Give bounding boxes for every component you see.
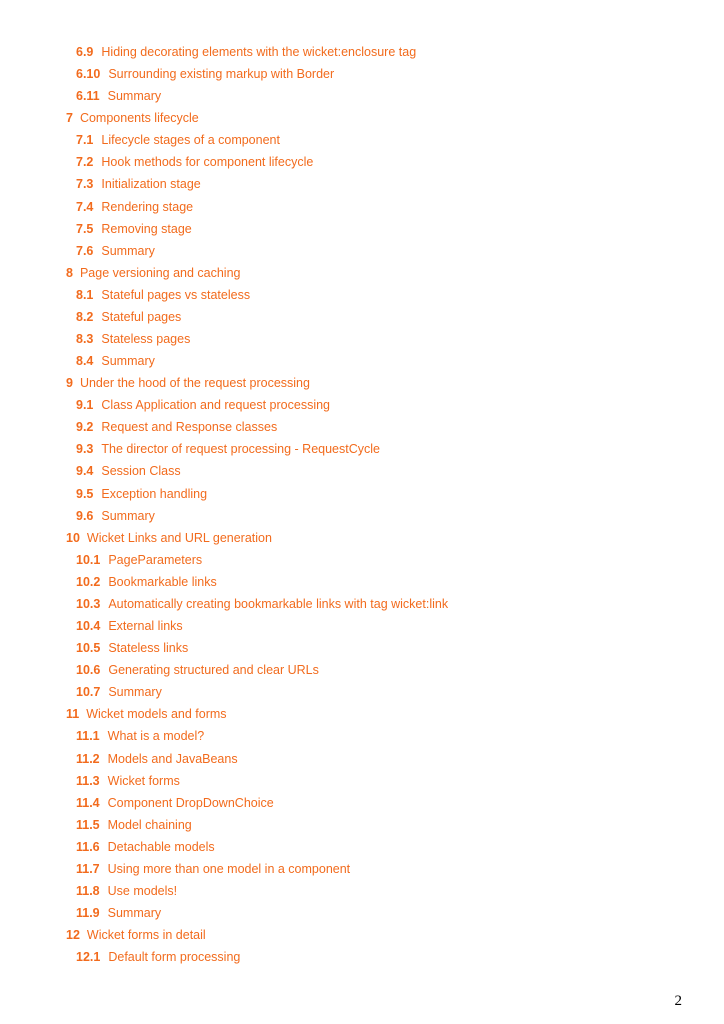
toc-entry-number: 7.1 — [76, 133, 94, 148]
toc-section-link[interactable] — [0, 505, 724, 527]
toc-section-link[interactable] — [0, 173, 724, 195]
toc-entry-title: Exception handling — [101, 486, 208, 501]
toc-entry-number: 7.4 — [76, 199, 94, 214]
toc-chapter-link[interactable] — [0, 262, 724, 284]
toc-chapter-link[interactable] — [0, 372, 724, 394]
toc-entry-title: Model chaining — [107, 817, 192, 832]
toc-entry-title: The director of request processing - RequestCycle — [101, 442, 380, 457]
toc-entry-number: 8.3 — [76, 332, 94, 347]
toc-section-link[interactable] — [0, 85, 724, 107]
toc-entry-number: 11.3 — [76, 773, 100, 788]
toc-section-link[interactable] — [0, 549, 724, 571]
toc-entry-number: 6.11 — [76, 89, 100, 104]
toc-entry-title: Detachable models — [107, 839, 215, 854]
toc-section-link[interactable] — [0, 770, 724, 792]
toc-entry-number: 6.10 — [76, 67, 101, 82]
toc-entry-number: 12 — [66, 928, 80, 943]
toc-section-link[interactable] — [0, 880, 724, 902]
toc-section-link[interactable] — [0, 748, 724, 770]
toc-section-link[interactable] — [0, 63, 724, 85]
toc-entry-number: 9 — [66, 376, 73, 391]
toc-entry-title: Session Class — [101, 464, 181, 479]
toc-section-link[interactable] — [0, 218, 724, 240]
toc-entry-number: 11.6 — [76, 839, 100, 854]
toc-section-link[interactable] — [0, 792, 724, 814]
toc-section-link[interactable] — [0, 836, 724, 858]
toc-entry-number: 7.2 — [76, 155, 94, 170]
toc-entry-title: Stateless pages — [101, 332, 191, 347]
toc-entry-number: 11 — [66, 707, 80, 722]
toc-entry-title: Wicket Links and URL generation — [86, 530, 272, 545]
toc-section-link[interactable] — [0, 394, 724, 416]
toc-entry-title: Using more than one model in a component — [107, 861, 351, 876]
toc-entry-title: Default form processing — [108, 950, 241, 965]
toc-entry-number: 9.3 — [76, 442, 94, 457]
toc-entry-title: Hiding decorating elements with the wicket:enclosure tag — [101, 45, 417, 59]
toc-entry-title: Summary — [101, 508, 155, 523]
toc-entry-number: 9.6 — [76, 508, 94, 523]
toc-entry-title: PageParameters — [108, 552, 203, 567]
toc-entry-title: Use models! — [107, 883, 178, 898]
toc-entry-number: 8 — [66, 265, 73, 280]
toc-entry-number: 8.4 — [76, 354, 94, 369]
toc-entry-number: 7.6 — [76, 243, 94, 258]
toc-entry-title: Removing stage — [101, 221, 192, 236]
toc-entry-number: 10.6 — [76, 663, 101, 678]
toc-section-link[interactable] — [0, 350, 724, 372]
toc-chapter-link[interactable] — [0, 527, 724, 549]
toc-entry-number: 11.8 — [76, 883, 100, 898]
toc-entry-title: Under the hood of the request processing — [79, 376, 310, 391]
toc-entry-title: Bookmarkable links — [108, 574, 217, 589]
toc-entry-number: 11.9 — [76, 906, 100, 921]
toc-entry-number: 7.3 — [76, 177, 94, 192]
toc-entry-title: Class Application and request processing — [101, 398, 330, 413]
toc-section-link[interactable] — [0, 593, 724, 615]
toc-entry-title: Stateful pages — [101, 309, 182, 324]
toc-entry-number: 11.4 — [76, 795, 100, 810]
toc-section-link[interactable] — [0, 41, 724, 63]
toc-section-link[interactable] — [0, 659, 724, 681]
toc-entry-title: Wicket forms — [107, 773, 180, 788]
toc-entry-number: 11.2 — [76, 751, 100, 766]
toc-section-link[interactable] — [0, 460, 724, 482]
toc-entry-number: 9.1 — [76, 398, 94, 413]
toc-entry-number: 9.5 — [76, 486, 94, 501]
toc-entry-title: Page versioning and caching — [79, 265, 241, 280]
toc-section-link[interactable] — [0, 306, 724, 328]
toc-entry-title: Summary — [107, 906, 162, 921]
toc-section-link[interactable] — [0, 946, 724, 968]
toc-entry-number: 11.7 — [76, 861, 100, 876]
toc-chapter-link[interactable] — [0, 703, 724, 725]
toc-entry-title: Rendering stage — [101, 199, 194, 214]
toc-entry-title: Automatically creating bookmarkable links with tag wicket:link — [108, 596, 449, 611]
toc-entry-title: Surrounding existing markup with Border — [108, 67, 335, 82]
toc-chapter-link[interactable] — [0, 924, 724, 946]
toc-entry-title: Component DropDownChoice — [107, 795, 274, 810]
toc-entry-number: 10.7 — [76, 685, 101, 700]
toc-entry-title: Generating structured and clear URLs — [108, 663, 319, 678]
toc-entry-number: 7.5 — [76, 221, 94, 236]
toc-entry-number: 10.4 — [76, 619, 101, 634]
toc-entry-title: Models and JavaBeans — [107, 751, 238, 766]
toc-entry-number: 8.2 — [76, 309, 94, 324]
toc-entry-title: Summary — [101, 243, 155, 258]
toc-entry-title: Lifecycle stages of a component — [101, 133, 280, 148]
toc-section-link[interactable] — [0, 438, 724, 460]
toc-entry-title: External links — [108, 619, 183, 634]
toc-entry-number: 12.1 — [76, 950, 101, 965]
toc-entry-title: Summary — [107, 89, 162, 104]
toc-entry-number: 10.5 — [76, 641, 101, 656]
toc-section-link[interactable] — [0, 725, 724, 747]
toc-section-link[interactable] — [0, 814, 724, 836]
toc-section-link[interactable] — [0, 615, 724, 637]
toc-entry-number: 10.1 — [76, 552, 101, 567]
toc-entry-number: 7 — [66, 111, 73, 126]
toc-entry-number: 10.3 — [76, 596, 101, 611]
toc-entry-title: Initialization stage — [101, 177, 201, 192]
table-of-contents — [0, 41, 724, 968]
toc-entry-title: Stateful pages vs stateless — [101, 287, 251, 302]
toc-section-link[interactable] — [0, 483, 724, 505]
toc-entry-number: 8.1 — [76, 287, 94, 302]
toc-section-link[interactable] — [0, 151, 724, 173]
toc-entry-number: 9.4 — [76, 464, 94, 479]
toc-section-link[interactable] — [0, 637, 724, 659]
toc-entry-number: 11.5 — [76, 817, 100, 832]
toc-entry-title: Summary — [108, 685, 162, 700]
toc-section-link[interactable] — [0, 571, 724, 593]
toc-section-link[interactable] — [0, 902, 724, 924]
toc-entry-title: Wicket forms in detail — [86, 928, 206, 943]
toc-entry-title: What is a model? — [107, 729, 205, 744]
toc-entry-title: Wicket models and forms — [86, 707, 227, 722]
toc-section-link[interactable] — [0, 129, 724, 151]
toc-section-link[interactable] — [0, 681, 724, 703]
toc-section-link[interactable] — [0, 416, 724, 438]
toc-entry-title: Summary — [101, 354, 155, 369]
toc-section-link[interactable] — [0, 328, 724, 350]
page-number: 2 — [674, 993, 682, 1009]
toc-entry-number: 11.1 — [76, 729, 100, 744]
toc-entry-title: Components lifecycle — [79, 111, 199, 126]
toc-chapter-link[interactable] — [0, 107, 724, 129]
toc-section-link[interactable] — [0, 858, 724, 880]
toc-entry-number: 9.2 — [76, 420, 94, 435]
toc-entry-title: Stateless links — [108, 641, 189, 656]
toc-entry-number: 10 — [66, 530, 80, 545]
toc-section-link[interactable] — [0, 240, 724, 262]
toc-section-link[interactable] — [0, 284, 724, 306]
toc-section-link[interactable] — [0, 196, 724, 218]
toc-entry-title: Hook methods for component lifecycle — [101, 155, 314, 170]
toc-entry-title: Request and Response classes — [101, 420, 278, 435]
toc-entry-number: 10.2 — [76, 574, 101, 589]
toc-entry-number: 6.9 — [76, 45, 94, 59]
